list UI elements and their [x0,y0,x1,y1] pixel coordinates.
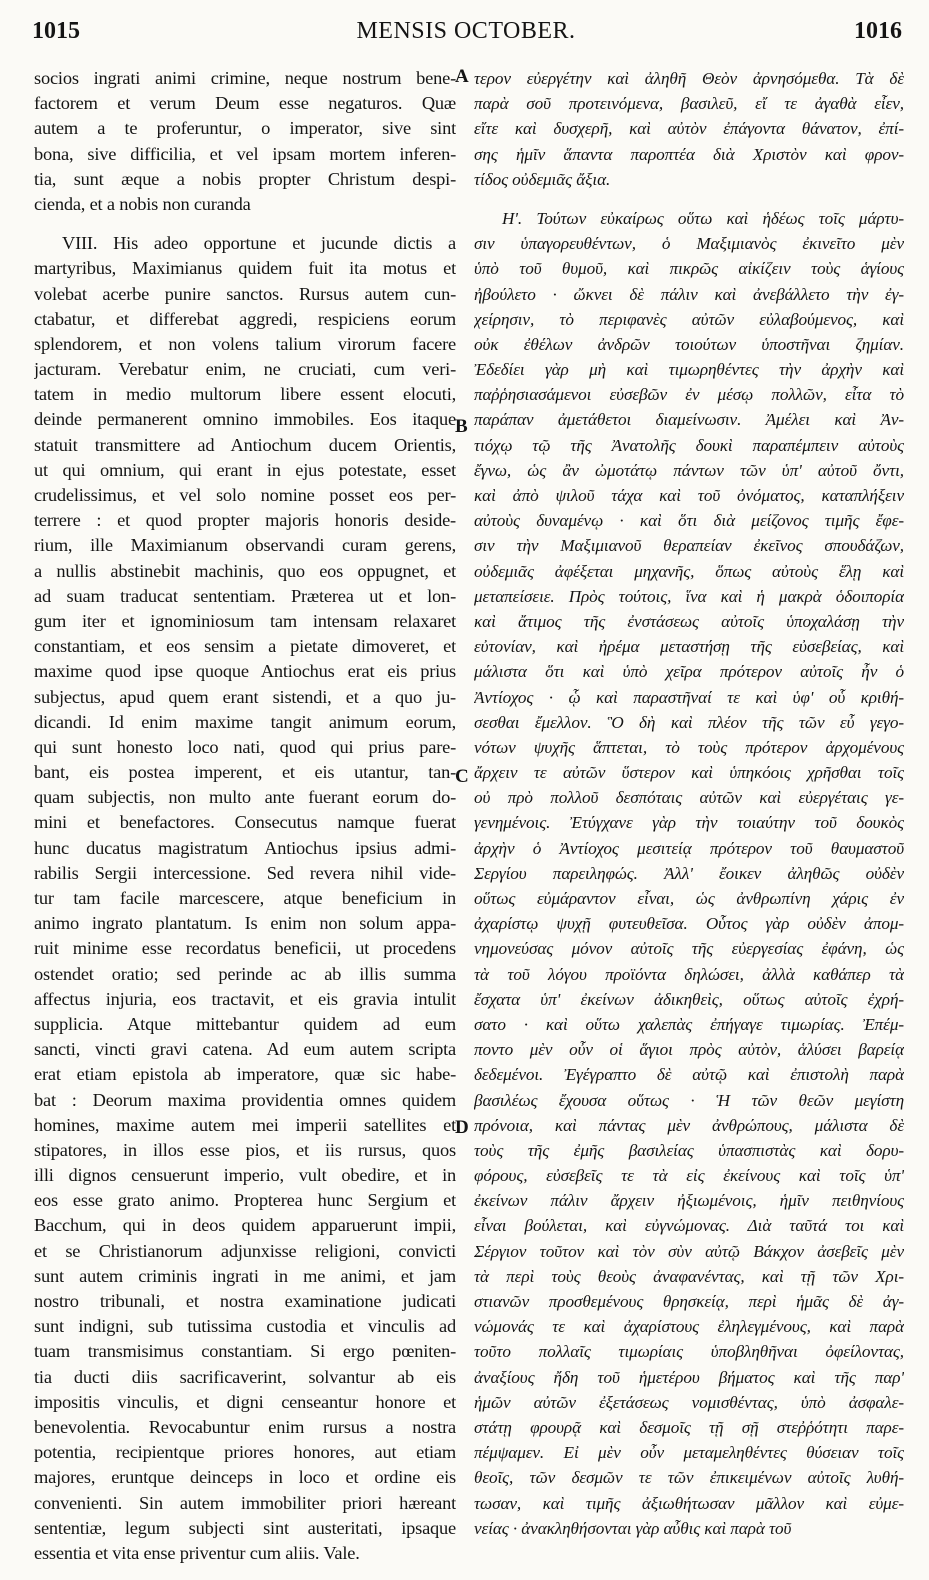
greek-text-line: παράπαν ἀμετάθετοι διαμείνωσιν. Ἀμέλει καὶ Ἀν- [474,410,904,430]
greek-text-line: μάλιστα ὅτι καὶ ὑπὸ χεῖρα πρότερον αὐτοῖς ἦν ὁ [474,662,904,682]
latin-text-line: gum iter et ignominiosum tam intensam relaxaret [34,610,456,631]
greek-text-line: ἡμῶν αὐτῶν ἐξετάσεως νομισθέντας, ὑπὸ ἀσφαλε- [474,1392,904,1412]
greek-text-line: ἀναξίους ἤδη τοῦ ἡμετέρου βήματος καὶ τῆς παρ' [474,1367,904,1387]
greek-text-line: Σεργίου παρειληφώς. Ἀλλ' ἔοικεν ἀληθῶς οὐδὲν [474,863,904,883]
latin-text-line: deinde permanerent omnino immobiles. Eos itaque [34,409,456,430]
latin-text-line: tia ducti diis sacrificaverint, solvantur ab eis [34,1366,456,1387]
latin-text-line: Bacchum, qui in deos quidem apparuerunt impii, [34,1215,456,1236]
latin-text-line: hunc ducatus magistratum Antiochus ipsius admi- [34,837,456,858]
latin-text-line: bona, sive difficilia, et vel ipsam mortem inferen- [34,143,456,164]
greek-text-line: τωσαν, καὶ τιμῆς ἀξιωθήτωσαν μᾶλλον καὶ εὐμε- [474,1493,904,1513]
greek-text-line: πέμψαμεν. Εἰ μὲν οὖν μεταμεληθέντες θύσειαν τοῖς [474,1443,904,1463]
latin-text-line: convenienti. Sin autem immobiliter priori hæreant [34,1492,456,1513]
latin-text-line: nostro tribunali, et nostra examinatione judicati [34,1291,456,1311]
greek-text-line: νώμονάς τε καὶ ἀχαρίστους ἐληλεγμένους, καὶ παρὰ [474,1317,904,1337]
greek-text-line: δεδεμένοι. Ἐγέγραπτο δὲ αὐτῷ καὶ ἐπιστολὴ παρὰ [474,1065,904,1085]
greek-text-line: αὐτοὺς δυναμένῳ · καὶ ὅτι διὰ μείζονος τιμῆς ἔφε- [474,511,904,531]
latin-text-line: potentia, recipientque priores honores, aut etiam [34,1442,456,1463]
latin-text-line: benevolentia. Revocabuntur enim rursus a nostra [34,1416,456,1437]
greek-text-line: πρόνοια, καὶ πάντας μὲν ἀνθρώπους, μάλιστα δὲ [474,1115,904,1135]
greek-text-line: τοῦτο πολλαῖς τιμωρίαις ὑποβληθῆναι ὀφείλοντας, [474,1342,904,1362]
latin-text-paragraph [34,66,456,217]
latin-text-line: martyribus, Maximianus quidem fuit ita motus et [34,258,456,279]
greek-text-line: τὰ τοῦ λόγου προϊόντα δηλώσει, ἀλλὰ καθάπερ τὰ [474,964,904,984]
greek-text-line: σης ἡμῖν ἅπαντα παροπτέα διὰ Χριστὸν καὶ φρον- [474,144,904,164]
latin-text-line: impositis vinculis, et digni censeantur honore et [34,1391,456,1412]
latin-text-line: ctabatur, et differebat aggredi, respiciens eorum [34,308,456,329]
margin-marker-d: D [455,1117,469,1138]
latin-text-line: supplicia. Atque mittebantur quidem ad eum [34,1013,456,1034]
latin-text-line: a nullis abstinebit machinis, quo eos oppugnet, et [34,560,456,581]
greek-text-line: θεοῖς, τῶν δεσμῶν τε τῶν ἐπικειμένων αὐτοῖς λυθή- [474,1468,904,1488]
latin-text-line: maxime quod ipse quoque Antiochus erat eis prius [34,661,456,682]
greek-text-line: ἄρχειν τε αὐτῶν ὕστερον καὶ ὑπηκόοις χρῆσθαι τοῖς [474,763,904,783]
greek-text-line: παῤῥησιασάμενοι εὐσεβῶν ἐν μέσῳ πολλῶν, εἶτα τὸ [474,385,904,405]
greek-text-line: στιανῶν προσθεμένους θρησκείᾳ, περὶ ἡμᾶς δὲ ἀγ- [474,1292,904,1311]
latin-text-line: tia, sunt æque a nobis propter Christum despi- [34,168,456,189]
greek-text-line: νότων ψυχῆς ἅπτεται, τὸ τοὺς πρότερον ἀρχομένους [474,737,904,757]
page-number-left: 1015 [32,18,80,44]
latin-text-line: tuam transmisimus constantiam. Si ergo pœniten- [34,1341,456,1362]
latin-text-line: ad suam traducat sententiam. Præterea ut et lon- [34,585,456,606]
latin-text-line: stipatores, in illos esse pios, et iis rursus, quos [34,1139,456,1160]
greek-text-line: εἶναι βούλεται, καὶ εὐγνώμονας. Διὰ ταῦτά τοι καὶ [474,1216,904,1236]
greek-text-line: οὐ πρὸ πολλοῦ δεσπόταις αὐτῶν καὶ εὐεργέταις γε- [474,788,904,808]
latin-text-line: statuit transmittere ad Antiochum ducem Orientis, [34,434,456,455]
latin-text-line: socios ingrati animi crimine, neque nostrum bene- [34,68,456,88]
greek-text-line: σιν τὴν Μαξιμιανοῦ θεραπείαν ἐκεῖνος σπουδάζων, [474,536,904,556]
greek-text-line: γενημένοις. Ἐτύγχανε γὰρ τὴν τοιαύτην τοῦ δουκὸς [474,813,904,833]
latin-text-line: cienda, et a nobis non curanda [34,193,251,214]
latin-text-line: ut qui omnium, qui erant in ejus potestate, esset [34,459,456,480]
running-title: MENSIS OCTOBER. [356,18,576,44]
latin-text-line: bat : Deorum maxima providentia omnes quidem [34,1089,456,1110]
latin-text-line: jacturam. Verebatur enim, ne cruciati, cum veri- [34,359,456,380]
greek-text-line: σατο · καὶ οὕτω χαλεπὰς ἐπήγαγε τιμωρίας. Ἐπέμ- [474,1014,904,1034]
greek-text-line: ποντο μὲν οὖν οἱ ἅγιοι πρὸς αὐτὸν, ἁλύσει βαρείᾳ [474,1040,904,1060]
greek-text-line: τὰ περὶ τοὺς θεοὺς ἀναφανέντας, καὶ τῇ τῶν Χρι- [474,1266,904,1286]
margin-marker-b: B [455,416,468,437]
greek-text-line: εὐτονίαν, καὶ ἠρέμα μεταστήσῃ τῆς εὐσεβείας, καὶ [474,637,904,657]
greek-text-line: ἠβούλετο · ὤκνει δὲ πάλιν καὶ ἀνεβάλλετο τὴν ἐγ- [474,284,904,304]
latin-text-paragraph [34,231,456,1566]
greek-text-line: εἴτε καὶ δυσχερῆ, καὶ αὐτὸν ἐπάγοντα θάνατον, ἐπί- [474,119,904,139]
latin-text-line: rium, ille Maximianum observandi curam gerens, [34,535,456,556]
greek-text-line: ἐκείνων πάλιν ἄρχειν ἠξιωμένοις, ἡμῖν πειθηνίους [474,1191,904,1211]
greek-text-line: Ἐδεδίει γὰρ μὴ καὶ τιμωρηθέντες τὴν ἀρχὴν καὶ [474,360,904,380]
latin-text-line: erat etiam epistola ab imperatore, quæ sic habe- [34,1064,456,1085]
latin-text-line: splendorem, et non volens talium virorum facere [34,333,456,354]
latin-text-line: ostendet oratio; sed perinde ac ab illis summa [34,963,456,984]
greek-text-line: βασιλέως ἔχουσα οὕτως · Ἡ τῶν θεῶν μεγίστη [474,1090,904,1110]
latin-text-line: constantiam, et eos sensim a pietate dimoveret, et [34,636,456,657]
greek-text-line: παρὰ σοῦ προτεινόμενα, βασιλεῦ, εἴ τε ἀγαθὰ εἶεν, [474,94,904,114]
latin-text-line: homines, maxime autem mei imperii satellites et [34,1114,456,1135]
greek-text-paragraph [474,206,904,1541]
page-number-right: 1016 [854,18,902,44]
page-header [30,18,902,58]
latin-text-line: sancti, vincti gravi catena. Ad eum autem scripta [34,1039,456,1060]
latin-text-line: sunt indigni, sub tutissima custodia et vinculis ad [34,1316,456,1337]
greek-text-line: οὕτως εὐμάραντον εἶναι, ὡς ἀνθρωπίνη χάρις ἐν [474,889,904,908]
latin-text-line: sunt autem criminis ingrati in me animi, et jam [34,1265,456,1286]
latin-text-line: animo ingrato plantatum. Is enim non solum appa- [34,913,456,934]
greek-text-line: στάτῃ φρουρᾷ καὶ δεσμοῖς τῇ σῇ στεῤῥότητι παρε- [474,1417,904,1437]
margin-marker-a: A [455,66,469,87]
latin-text-line: majores, eruntque deinceps in loco et ordine eis [34,1467,456,1488]
latin-text-line: ruit minime esse recordatus beneficii, ut procedens [34,938,456,959]
latin-text-line: terrere : et quod propter majoris honoris deside- [34,510,456,531]
greek-text-line: νείας · ἀνακληθήσονται γὰρ αὖθις καὶ παρὰ τοῦ [474,1518,792,1538]
greek-text-line: ἔγνω, ὡς ἂν ὠμοτάτῳ πάντων τῶν ὑπ' αὐτοῦ ὄντι, [474,460,904,480]
greek-text-line: ἀρχὴν ὁ Ἀντίοχος μεσιτείᾳ πρότερον τοῦ θαυμαστοῦ [474,838,904,858]
latin-text-line: crudelissimus, et vel solo nomine posset eos per- [34,485,456,505]
greek-column [474,66,904,1555]
latin-text-line: volebat acerbe punire sanctos. Rursus autem cun- [34,283,456,304]
greek-text-line: οὐδεμιᾶς ἀφέξεται μηχανῆς, ὅπως αὐτοὺς ἕλῃ καὶ [474,561,904,581]
greek-text-line: καὶ ἀπὸ ψιλοῦ τάχα καὶ τοῦ ὀνόματος, καταπλήξειν [474,486,904,505]
greek-text-line: τίδος οὐδεμιᾶς ἄξια. [474,169,611,189]
greek-text-line: ὑπὸ τοῦ θυμοῦ, καὶ πικρῶς αἰκίζειν τοὺς ἁγίους [474,259,904,279]
latin-text-line: et se Christianorum adjunxisse religioni, convicti [34,1240,456,1261]
latin-text-line: factorem et verum Deum esse negaturos. Quæ [34,93,456,114]
greek-text-line: τερον εὐεργέτην καὶ ἀληθῆ Θεὸν ἀρνησόμεθα. Τὰ δὲ [474,69,904,88]
greek-text-line: Σέργιον τοῦτον καὶ τὸν σὺν αὐτῷ Βάκχον ἀσεβεῖς μὲν [474,1241,904,1261]
latin-text-line: illi dignos censuerunt imperio, vult obedire, et in [34,1165,456,1186]
margin-marker-c: C [455,766,469,787]
greek-text-line: νημονεύσας μόνον αὐτοῖς τῆς εὐεργεσίας ἐφάνη, ὡς [474,939,904,959]
greek-text-paragraph [474,66,904,192]
greek-text-line: καὶ ἄτιμος τῆς ἐνστάσεως αὐτοῖς ὑποχαλάσῃ τὴν [474,611,904,631]
greek-text-line: τιόχῳ τῷ τῆς Ἀνατολῆς δουκὶ παραπέμπειν αὐτοὺς [474,435,904,455]
latin-text-line: eos esse grato animo. Propterea hunc Sergium et [34,1190,456,1211]
latin-text-line: affectus injuria, eos tractavit, et eis gravia intulit [34,988,456,1009]
greek-text-line: Ἀντίοχος · ᾧ καὶ παραστῆναί τε καὶ ὑφ' οὗ κριθή- [474,687,904,707]
latin-text-line: sententiæ, legum subjecti sint austeritati, ipsaque [34,1517,456,1538]
latin-text-line: rabilis Sergii intercessione. Sed revera nihil vide- [34,862,456,883]
greek-text-line: ἔσχατα ὑπ' ἐκείνων ἀδικηθεὶς, οὕτως αὐτοῖς ἐχρή- [474,989,904,1009]
latin-text-line: tatem in medio multorum libere essent elocuti, [34,384,456,405]
latin-text-line: autem a te proferuntur, o imperator, sive sint [34,118,456,139]
latin-text-line: tur tam facile marcescere, atque beneficium in [34,888,456,908]
greek-text-line: οὐκ ἐθέλων ἀνδρῶν τοιούτων ὑποστῆναι ζημίαν. [474,334,904,354]
latin-text-line: quam subjectis, non multo ante fuerant eorum do- [34,787,456,808]
latin-column [34,66,456,1580]
latin-text-line: essentia et vita ense priventur cum aliis. Vale. [34,1542,360,1563]
latin-text-line: qui sunt honesto loco nati, quod qui prius pare- [34,736,456,757]
latin-text-line: dicandi. Id enim maxime tangit animum eorum, [34,711,456,732]
latin-text-line: mini et benefactores. Consecutus namque fuerat [34,812,456,833]
greek-text-line: σιν ὑπαγορευθέντων, ὁ Μαξιμιανὸς ἐκινεῖτο μὲν [474,234,904,254]
greek-text-line: τοὺς τῆς ἐμῆς βασιλείας ὑπασπιστὰς καὶ δορυ- [474,1140,904,1160]
greek-text-line: χείρησιν, τὸ περιφανὲς αὐτῶν εὐλαβούμενος, καὶ [474,309,904,329]
greek-text-line: Η'. Τούτων εὐκαίρως οὕτω καὶ ἡδέως τοῖς μάρτυ- [502,208,904,228]
latin-text-line: VIII. His adeo opportune et jucunde dictis a [62,233,456,254]
greek-text-line: φόρους, εὐσεβεῖς τε τὰ εἰς ἐκείνους καὶ τοῖς ὑπ' [474,1166,904,1186]
greek-text-line: σεσθαι ἔμελλον. Ὃ δὴ καὶ πλέον τῆς τῶν εὖ γεγο- [474,712,904,732]
greek-text-line: μεταπείσειε. Πρὸς τούτοις, ἵνα καὶ ἡ μακρὰ ὁδοιπορία [474,586,904,606]
latin-text-line: bant, eis postea imperent, et eis utantur, tan- [34,762,456,783]
greek-text-line: ἀχαρίστῳ ψυχῇ φυτευθεῖσα. Οὗτος γὰρ οὐδὲν ἀπομ- [474,914,904,934]
latin-text-line: subjectus, apud quem erant sistendi, et a quo ju- [34,686,456,707]
